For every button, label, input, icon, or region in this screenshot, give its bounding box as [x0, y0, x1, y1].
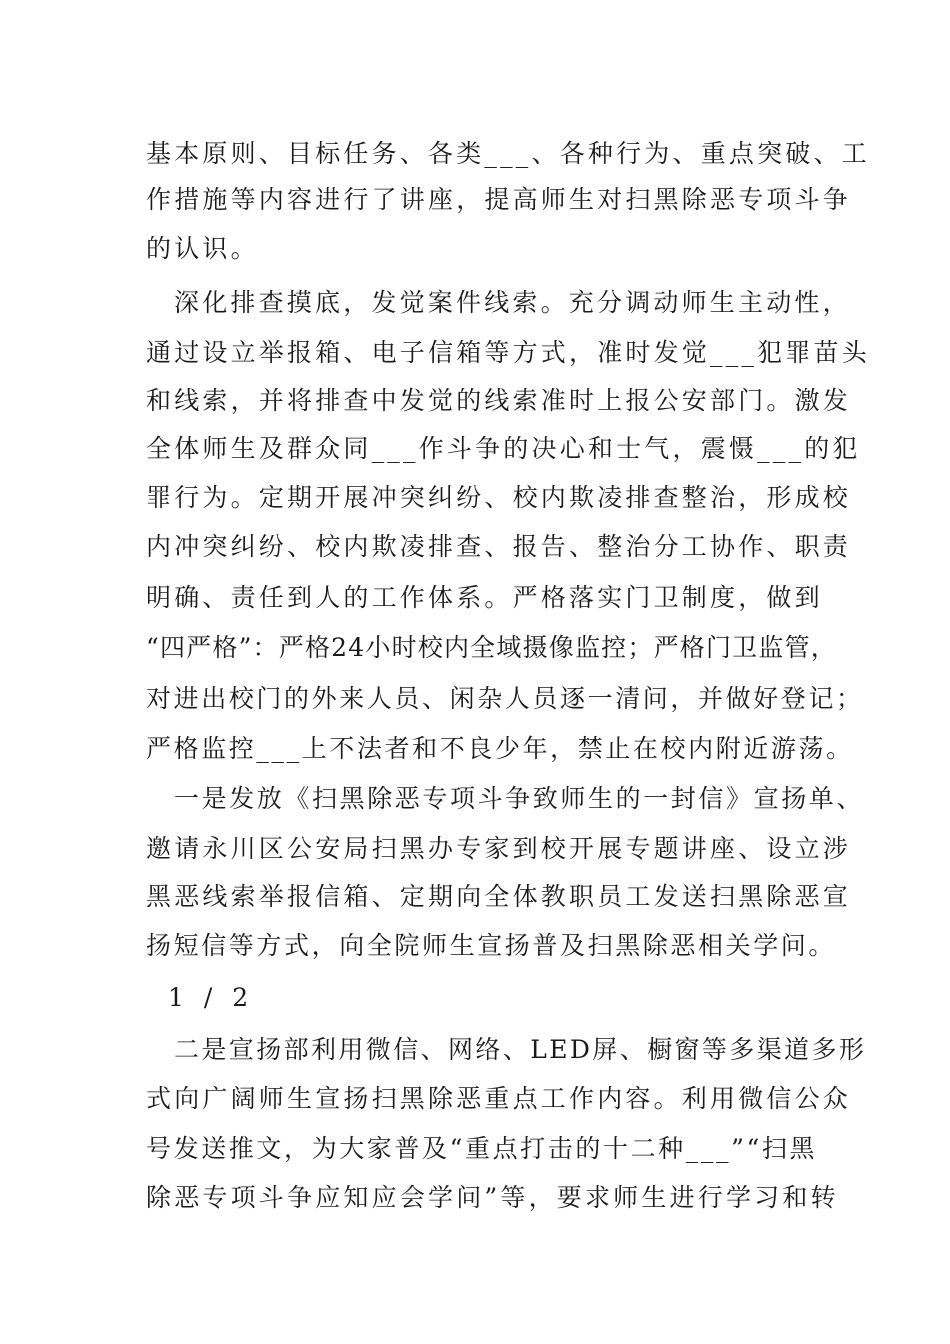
text-line: 通过设立举报箱、电子信箱等方式，准时发觉___犯罪苗头 — [146, 338, 870, 367]
text-line: 内冲突纠纷、校内欺凌排查、报告、整治分工协作、职责 — [146, 532, 852, 561]
text-line: 基本原则、目标任务、各类___、各种行为、重点突破、工 — [146, 139, 870, 168]
text-line: 一是发放《扫黑除恶专项斗争致师生的一封信》宣扬单、 — [174, 784, 865, 813]
text-line: 除恶专项斗争应知应会学问”等，要求师生进行学习和转 — [146, 1183, 839, 1212]
page-number: 1 / 2 — [168, 983, 255, 1012]
text-line: 邀请永川区公安局扫黑办专家到校开展专题讲座、设立涉 — [146, 834, 852, 863]
text-line: 深化排查摸底，发觉案件线索。充分调动师生主动性， — [174, 288, 851, 317]
text-line: 对进出校门的外来人员、闲杂人员逐一清问，并做好登记； — [146, 684, 864, 713]
text-line: 的认识。 — [146, 234, 259, 263]
text-line: 全体师生及群众同___作斗争的决心和士气，震慑___的犯 — [146, 434, 861, 463]
text-line: 明确、责任到人的工作体系。严格落实门卫制度，做到 — [146, 583, 823, 612]
text-line: 和线索，并将排查中发觉的线索准时上报公安部门。激发 — [146, 386, 852, 415]
text-line: 黑恶线索举报信箱、定期向全体教职员工发送扫黑除恶宣 — [146, 882, 852, 911]
text-line: 号发送推文，为大家普及“重点打击的十二种___”“扫黑 — [146, 1134, 818, 1163]
text-line: 严格监控___上不法者和不良少年，禁止在校内附近游荡。 — [146, 734, 854, 763]
text-line: 作措施等内容进行了讲座，提高师生对扫黑除恶专项斗争 — [146, 185, 852, 214]
text-line: 扬短信等方式，向全院师生宣扬普及扫黑除恶相关学问。 — [146, 931, 837, 960]
text-line: 二是宣扬部利用微信、网络、LED屏、橱窗等多渠道多形 — [174, 1035, 867, 1064]
text-line: 罪行为。定期开展冲突纠纷、校内欺凌排查整治，形成校 — [146, 483, 852, 512]
text-line: 式向广阔师生宣扬扫黑除恶重点工作内容。利用微信公众 — [146, 1084, 852, 1113]
text-line: “四严格”：严格24小时校内全域摄像监控；严格门卫监管， — [146, 633, 837, 662]
